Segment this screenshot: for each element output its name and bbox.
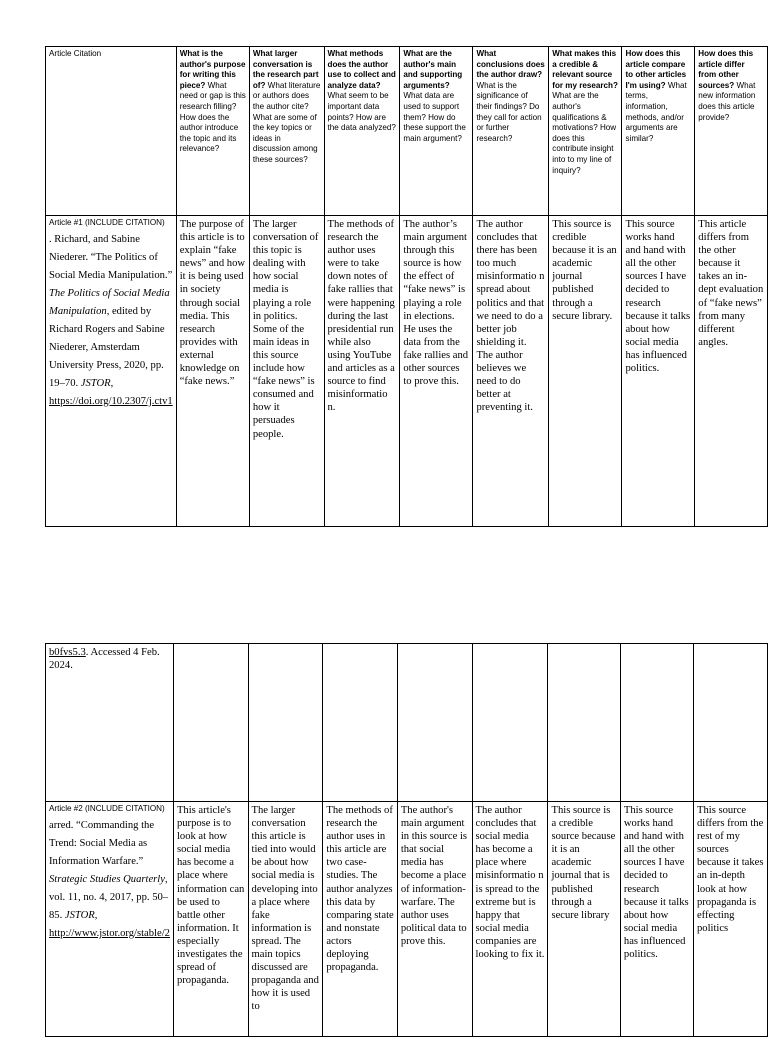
empty-cell xyxy=(323,644,397,802)
article-2-conversation: The larger conversation this article is tied into would be about how social media is developing into a place where fake information is spread. The main topics discussed are propaganda and how it is used to xyxy=(248,802,323,1037)
article-1-citation-continued xyxy=(46,644,174,802)
empty-cell xyxy=(472,644,548,802)
header-cell-conversation xyxy=(249,47,324,216)
citation-text: , vol. 11, no. 4, 2017, pp. 50–85. xyxy=(49,873,169,921)
header-question: What conclusions does the author draw? xyxy=(476,49,545,80)
header-cell-conclusions xyxy=(473,47,549,216)
article-2-purpose: This article's purpose is to look at how social media has become a place where information can be used to battle other information. It especially investigates the spread of propaganda. xyxy=(173,802,248,1037)
header-detail: What seem to be important data points? How are the data analyzed? xyxy=(327,91,396,133)
article-2-arguments: The author's main argument in this source is that social media has become a place of information-warfare. The author uses political data to prove this. xyxy=(397,802,472,1037)
header-cell-compare xyxy=(622,47,695,216)
header-cell-methods xyxy=(324,47,400,216)
citation-title-italic: The Politics of Social Media Manipulation xyxy=(49,287,170,317)
citation-source-italic: JSTOR xyxy=(64,909,95,921)
header-detail: What need or gap is this research filling? How does the author introduce the topic and its relevance? xyxy=(179,80,246,154)
header-detail: What terms, information, methods, and/or arguments are similar? xyxy=(625,80,687,143)
citation-doi-link[interactable]: https://doi.org/10.2307/j.ctv1 xyxy=(49,395,173,407)
article-1-continuation-row xyxy=(46,644,768,802)
header-cell-arguments xyxy=(400,47,473,216)
citation-text: arred. “Commanding the Trend: Social Media as Information Warfare.” xyxy=(49,819,155,867)
citation-text: , xyxy=(94,909,98,921)
article-label: Article #2 (INCLUDE CITATION) xyxy=(49,804,165,813)
article-1-conclusions: The author concludes that there has been too much misinformatio n spread about politics and that we need to do a better job shielding it. The author believes we need to do better at preventing it. xyxy=(473,216,549,527)
article-1-citation-cell xyxy=(46,216,177,527)
header-detail: What data are used to support them? How do these support the main argument? xyxy=(403,91,466,143)
header-detail: What new information does this article provide? xyxy=(698,80,756,122)
empty-cell xyxy=(548,644,620,802)
citation-journal-italic: Strategic Studies Quarterly xyxy=(49,873,165,885)
header-question: What larger conversation is the research part of? xyxy=(252,49,319,90)
citation-text: . Richard, and Sabine Niederer. “The Politics of Social Media Manipulation.” xyxy=(49,233,173,281)
article-1-methods: The methods of research the author uses were to take down notes of fake rallies that were happening during the last presidential run while also using YouTube and articles as a source to find misinformatio n. xyxy=(324,216,400,527)
header-cell-credibility xyxy=(549,47,622,216)
citation-source-italic: JSTOR xyxy=(80,377,111,389)
article-2-methods: The methods of research the author uses in this article are two case-studies. The author analyzes this data by comparing state and nonstate actors deploying propaganda. xyxy=(323,802,397,1037)
article-2-credibility: This source is a credible source because it is an academic journal that is published through a secure library xyxy=(548,802,620,1037)
header-question: How does this article differ from other sources? xyxy=(698,49,754,90)
article-label: Article #1 (INCLUDE CITATION) xyxy=(49,218,165,227)
citation-accessed-text: . Accessed 4 Feb. 2024. xyxy=(49,647,160,672)
article-2-differ: This source differs from the rest of my sources because it takes an in-depth look at how propaganda is effecting politics xyxy=(693,802,767,1037)
article-2-citation-cell xyxy=(46,802,174,1037)
citation-text: , xyxy=(110,377,114,389)
header-question: What are the author's main and supporting arguments? xyxy=(403,49,463,90)
article-1-purpose: The purpose of this article is to explain “fake news” and how it is being used in society through social media. This research provides with external knowledge on “fake news.” xyxy=(176,216,249,527)
header-cell-differ xyxy=(695,47,768,216)
article-2-row xyxy=(46,802,768,1037)
header-question: What methods does the author use to collect and analyze data? xyxy=(327,49,396,90)
header-question: How does this article compare to other articles I'm using? xyxy=(625,49,687,90)
article-1-compare: This source works hand and hand with all the other sources I have decided to research because it talks about how social media has influenced politics. xyxy=(622,216,695,527)
header-row xyxy=(46,47,768,216)
article-2-conclusions: The author concludes that social media has become a place where misinformatio n is spread to the extreme but is happy that social media companies are looking to fix it. xyxy=(472,802,548,1037)
header-cell-purpose xyxy=(176,47,249,216)
header-detail: What literature or authors does the author cite? What are some of the key topics or ideas in discussion among these sources? xyxy=(252,80,321,164)
analysis-table-part-1 xyxy=(45,46,768,527)
header-question: What makes this a credible & relevant source for my research? xyxy=(552,49,618,90)
empty-cell xyxy=(397,644,472,802)
citation-text: , edited by Richard Rogers and Sabine Niederer, Amsterdam University Press, 2020, pp. 19–70. xyxy=(49,305,165,389)
empty-cell xyxy=(620,644,693,802)
header-question: What is the author's purpose for writing this piece? xyxy=(179,49,246,90)
empty-cell xyxy=(173,644,248,802)
header-detail: What are the author's qualifications & motivations? How does this contribute insight into to my line of inquiry? xyxy=(552,91,617,175)
article-2-compare: This source works hand and hand with all the other sources I have decided to research because it talks about how social media has influenced politics. xyxy=(620,802,693,1037)
empty-cell xyxy=(248,644,323,802)
empty-cell xyxy=(693,644,767,802)
citation-doi-link-continued[interactable]: b0fvs5.3 xyxy=(49,647,86,658)
article-1-differ: This article differs from the other because it takes an in-dept evaluation of “fake news” from many different angles. xyxy=(695,216,768,527)
article-1-credibility: This source is credible because it is an academic journal published through a secure library. xyxy=(549,216,622,527)
article-1-row xyxy=(46,216,768,527)
article-1-arguments: The author’s main argument through this source is how the effect of “fake news” is playing a role in elections. He uses the data from the fake rallies and other sources to prove this. xyxy=(400,216,473,527)
header-text: Article Citation xyxy=(49,49,102,58)
article-1-conversation: The larger conversation of this topic is dealing with how social media is playing a role in politics. Some of the main ideas in this source include how “fake news” is consumed and how it persuades people. xyxy=(249,216,324,527)
header-cell-citation xyxy=(46,47,177,216)
analysis-table-part-2 xyxy=(45,643,768,1037)
header-detail: What is the significance of their findings? Do they call for action or further research? xyxy=(476,80,542,143)
citation-stable-link[interactable]: http://www.jstor.org/stable/2 xyxy=(49,927,170,939)
